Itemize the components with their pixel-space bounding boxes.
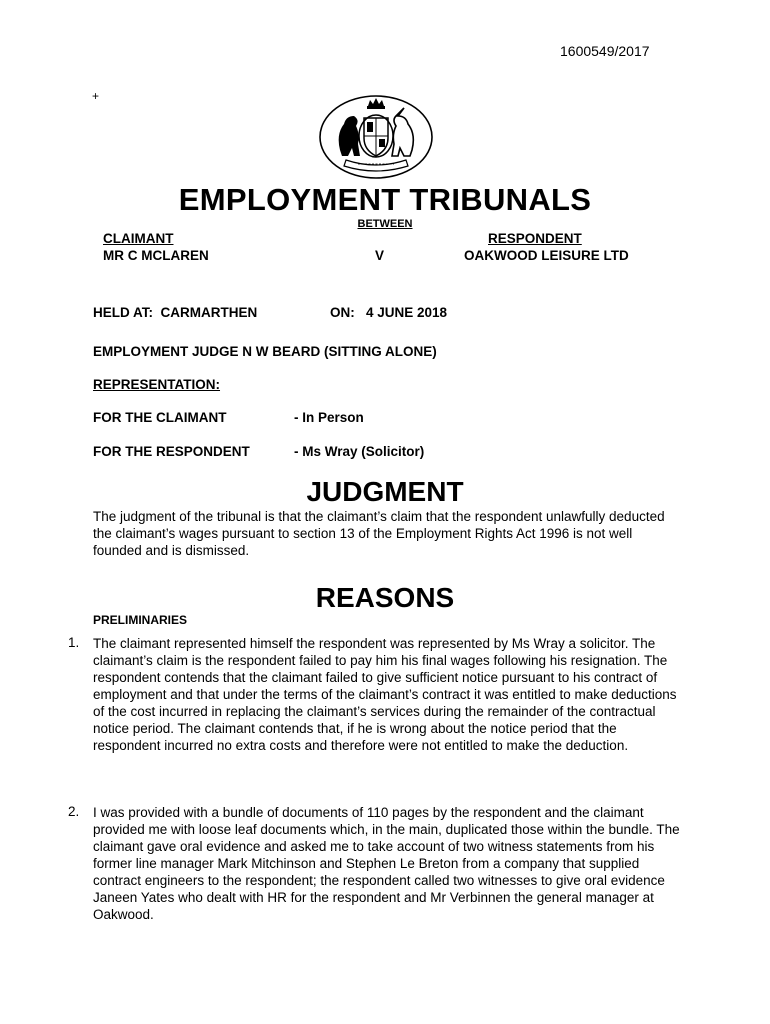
versus-label: V	[375, 248, 385, 263]
margin-mark: +	[92, 89, 100, 103]
reason-paragraph: I was provided with a bundle of documents of 110 pages by the respondent and the claimant provided me with loose leaf documents which, in the main, duplicated those within the bundle. The claimant gave oral evidence and asked me to take account of two witness statements from his former line manager Mark Mitchinson and Stephen Le Breton from a company that supplied contract engineers to the respondent; the respondent called two witnesses to give oral evidence Janeen Yates who dealt with HR for the respondent and Mr Verbinnen the general manager at Oakwood.	[93, 805, 680, 922]
held-at: HELD AT: CARMARTHEN	[93, 305, 258, 320]
respondent-representation-label: FOR THE RESPONDENT	[93, 444, 250, 459]
respondent-representation-value: - Ms Wray (Solicitor)	[294, 444, 425, 459]
royal-coat-of-arms-icon	[318, 94, 434, 180]
employment-judge: EMPLOYMENT JUDGE N W BEARD (SITTING ALONE)	[93, 344, 437, 359]
respondent-name: OAKWOOD LEISURE LTD	[464, 248, 629, 263]
document-title: EMPLOYMENT TRIBUNALS	[178, 182, 592, 217]
case-number: 1600549/2017	[560, 43, 650, 59]
claimant-name: MR C MCLAREN	[103, 248, 209, 263]
respondent-label: RESPONDENT	[488, 231, 582, 246]
claimant-representation-value: - In Person	[294, 410, 364, 425]
between-label: BETWEEN	[357, 218, 413, 230]
preliminaries-heading: PRELIMINARIES	[93, 613, 188, 627]
reason-paragraph: The claimant represented himself the respondent was represented by Ms Wray a solicitor. The claimant’s claim is the respondent failed to pay him his final wages following his resignation. The respondent contends that the claimant failed to give sufficient notice pursuant to his contract of employment and that under the terms of the claimant’s contract it was entitled to make deductions of the cost incurred in replacing the claimant’s services during the remainder of the contractual notice period. The claimant contends that, if he is wrong about the notice period that the respondent incurred no extra costs and therefore were not entitled to make the deduction.	[93, 636, 677, 753]
reasons-heading: REASONS	[315, 582, 455, 613]
claimant-representation-label: FOR THE CLAIMANT	[93, 410, 227, 425]
judgment-heading: JUDGMENT	[306, 476, 464, 507]
claimant-label: CLAIMANT	[103, 231, 174, 246]
hearing-date: ON: 4 JUNE 2018	[330, 305, 448, 320]
paragraph-number: 2.	[68, 804, 80, 819]
judgment-text: The judgment of the tribunal is that the claimant’s claim that the respondent unlawfully deducted the claimant’s wages pursuant to section 13 of the Employment Rights Act 1996 is not well founded and is dismissed.	[93, 509, 665, 558]
representation-heading: REPRESENTATION:	[93, 377, 221, 392]
paragraph-number: 1.	[68, 635, 80, 650]
